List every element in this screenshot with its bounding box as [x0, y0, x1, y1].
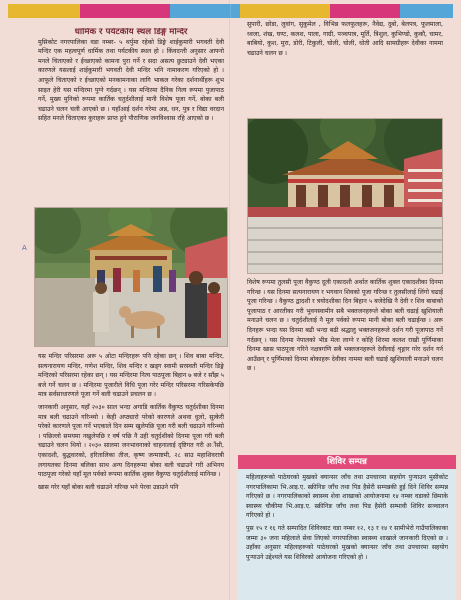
temple-courtyard-image — [35, 208, 227, 346]
camp-box-title: शिविर सम्पन्न — [238, 455, 456, 469]
page-fold — [229, 0, 231, 600]
camp-box — [238, 455, 456, 600]
left-paragraph-3: जानकारी अनुसार, यहाँ २०३० साल भन्दा अगाडि कार्तिक वैकुण्ठ चतुर्दशीका दिनमा मात्र बली चढाउने गरिन्थ्यो । केही अप्ठ्यारो परेको कारणले अथवा धुलो, सुत्केरी परेको कारणले पूजा गर्ने भएकाले दिन सम्म खुलेपछि पूजा गरी बली चढाउने गरिन्थ्यो । पछिल्लो समयमा नखुलेपछि र वर्ष पछि नै उही चतुर्दशीको दिनमा पूजा गरी बली चढाउने चलन थियो । २०३० सालमा जनभावनाको चाहनालाई दृष्टिगत गरी अौंसी, एकादशी, बुद्धवारको, हरितालिका तीज, कृष्ण जन्माष्टमी, २८ साउ महाशिवरात्री लगायतका दिनमा बलिका साथ अन्य दिनहरूमा बोका बली चढाउने गरी अभिनय पाठपूजा गरेको यहाँ मूल पर्वको रूपमा कार्तिक शुक्ल वैकुण्ठ चतुर्दशीलाई मानिन्छ । — [38, 403, 224, 479]
temple-photo — [247, 118, 443, 274]
right-column-middle — [247, 278, 443, 446]
temple-image — [248, 119, 442, 273]
right-column-top — [247, 20, 443, 116]
camp-paragraph-2: पुस १५ र १६ गते सम्पादित शिविरबाट वडा नम्बर १२, १३ र १४ र सामीभेरो गाउँपालिकाका जम्मा ३० जना महिलाले सेवा लिएको नगरपालिका स्वास्थ्य शाखाले जानकारी दिएको छ । उहाँका अनुसार महिलाहरूको पाठेघरको मुखको क्यान्सर जाँच तथा उपचारमा सहयोग पुऱ्याउने उद्देश्यले यस शिविरको आयोजना गरिएको हो । — [246, 524, 448, 561]
left-column-bottom — [38, 352, 224, 598]
left-paragraph-1: मुसिकोट नगरपालिका वडा नम्बर- ५ थर्पुमा रहेको डिङ्गे शाईकुमारी भगवती देवी मन्दिर एक महत्वपूर्ण धार्मिक तथा पर्यटकीय स्थल हो । किंवदन्ती अनुसार आफ्नो मनले चिताएको र ईच्छाएको कामना पुरा गर्ने र सदा असत्य छुट्याउने देवी भएका कारणले यसलाई शाईकुमारी भगवती देवी मन्दिर भनि नामाकरण गरिएको हो । आफूले चिताएको र ईच्छाएको मनकामनाका लागि भाकल गरेका दर्शनार्थीहरू शुभ साइत हेरी यस मन्दिरमा पुग्ने गर्दछन् । यस मन्दिरमा दैनिक नित्य रूपमा पुजापाठ गर्ने, मुख्य मुनिको रूपमा कार्तिक चतुर्दशीलाई मानी विशेष पूजा गर्ने, बोका बली चढाउने चलन चली आएको छ । यहाँआई दर्शन गरेमा अन्न, धन, पुत्र र विद्या वरदान सहित मनले चिताएका कुराहरू प्राप्त हुने पौराणिक जनविश्वास रहि आएको छ । — [38, 38, 224, 123]
left-column-top — [38, 28, 224, 228]
camp-paragraph-1: महिलाहरूको पाठेघरको मुखको क्यान्सर जाँच तथा उपचारमा सहयोग पुऱ्याउन मुसीकोट नगरपालिकामा भि.आइ.ए. स्क्रीनिङ जाँच तथा पिड हैसेरी सम्पन्नकी हुई दिने शिविर सम्पन्न गरिएको छ । नगरपालिकाको स्वास्थ्य शेवा शाखाको आयोजनामा १४ नम्बर वडाको छिमाके स्वास्थ्य चौकीमा भि.आइ.ए. स्क्रीनिङ जाँच तथा पिड हैसेरी सम्भावी शिविर सञ्चालन गरिएको हो । — [246, 474, 448, 520]
right-paragraph-1: सुपारी, छोडा, लुवांग, सुकुमेल , विभिन्न फलफूलहरू, नैवेद्य, दुबो, बेलपत्र, फूलमाला, ध्वजा, शंख, घण्ट, कलश, पाला, गाग्री, पञ्चपात्र, मूर्ति, त्रिशुल, कुभिण्डो, कुकौ, चामर, बाबियो, कुश, मुरा, डोरी, टिकुली, चोली, चोली, धोती आदि सामग्रीहरू देवीका नाममा चढाउने चलन छ । — [247, 21, 443, 57]
right-paragraph-2: विशेष रूपमा तुलसी पूजा वैकुण्ठ दूली एकादशी अर्थात कार्तिक शुक्ल एकादशीका दिनमा गरिन्छ । यस दिनमा सत्यनारायण र भगवान शिवको पूजा गरिन्छ र तुलसीलाई लिंगो चढाई पूजा गरिन्छ । वैकुण्ठ द्वादशी र त्रयोदशीका दिन बिहान ५ बजेदेखि नै देवी र शिव बाबाको पूजापाठ र आरतीका गरी भुवनस्वामीन सबै भक्तजनहरूले बोका बली चढाई खुशियाली मनाउने चलन छ । चतुर्दशीलाई नै मूल पर्वको रूपमा मानी बोका बली चढाईन्छ । अरू दिनहरू भन्दा यस दिनमा बढी भन्दा बढी श्रद्धालु भक्तजनहरूले दर्शन गरी पूजापाठ गर्ने गर्दछन् । यस दिनमा नेपालको भीड मेला लाग्ने र कोहि शिरमा कलश राखी पूर्णिमाका दिनमा खास पाठपूजा गरिने नक्षत्रगणि सबै भक्तजनहरूले देवीलाई शृङ्गार गरेर दर्शन गर्न आउँछन् र पूर्णिमाको दिनमा बोकाहरू देवीका नाममा बली चढाई खुशियाली मनाउने चलन छ । — [247, 279, 443, 373]
camp-box-body — [246, 473, 448, 598]
page-edge-mark: A — [22, 244, 27, 252]
temple-courtyard-photo — [34, 207, 228, 347]
article-heading: धार्मिक र पर्यटकीय स्थल डिङ्गे मन्दिर — [74, 28, 188, 37]
left-paragraph-2: यस मन्दिर परिसरमा अरू ५ ओटा मन्दिरहरू पनि रहेका छन् । शिव बाबा मन्दिर, सत्यनारायण मन्दिर, गणेश मन्दिर, शिव मन्दिर र खड्ग स्वामी सरस्वती मन्दिर डिङ्गे मन्दिरको परिसरमा रहेका छन् । यस मन्दिरमा नित्य पाठपूजा बिहान ७ बजे र साँझ ५ बजे गर्ने चलन छ । मन्दिरमा पूजारीले विधि पूजा गरेर मन्दिर परिसरमा गरिसकेपछि मात्र सर्वसाधारणले पूजा गर्ने बली चढाउने प्रचलन छ । — [38, 353, 224, 399]
left-paragraph-4: खास गरेर यहाँ बोका बली चढाउने गरिन्छ भने पेरवा उडाउने पनि — [38, 483, 179, 491]
